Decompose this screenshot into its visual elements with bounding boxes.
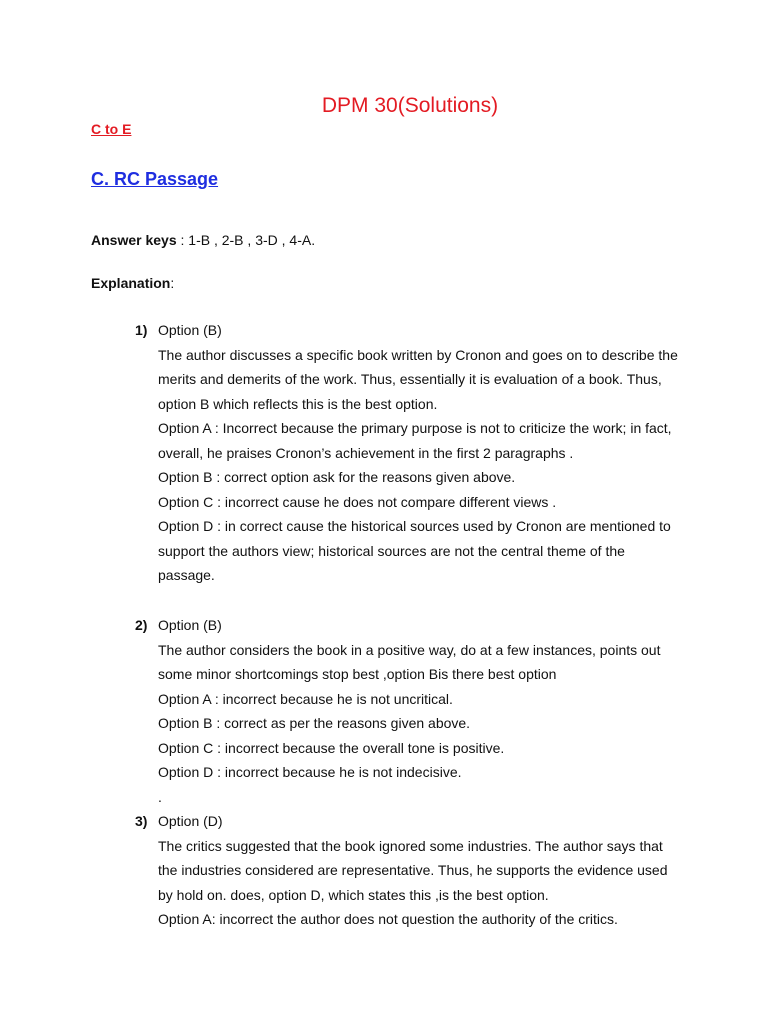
- answer-option: Option (B): [158, 617, 222, 633]
- answer-keys-label: Answer keys: [91, 232, 177, 248]
- explanation-line: The author discusses a specific book written by Cronon and goes on to describe the: [158, 346, 678, 363]
- answer-option: Option (B): [158, 322, 222, 338]
- explanation-line: passage.: [158, 567, 215, 583]
- explanation-line: support the authors view; historical sources are not the central theme of the: [158, 542, 625, 559]
- page-title: DPM 30(Solutions): [321, 94, 499, 117]
- explanation-line: option B which reflects this is the best option.: [158, 395, 438, 412]
- explanation-line: Option C : incorrect because the overall tone is positive.: [158, 739, 505, 756]
- explanation-heading: [91, 274, 174, 292]
- section-range-label: C to E: [91, 121, 132, 137]
- explanation-colon: :: [170, 275, 175, 291]
- explanation-line: merits and demerits of the work. Thus, essentially it is evaluation of a book. Thus,: [158, 371, 662, 387]
- explanation-line: Option D : incorrect because he is not indecisive.: [158, 764, 462, 780]
- answer-keys: [91, 231, 315, 249]
- explanation-line: Option A : incorrect because he is not uncritical.: [158, 690, 453, 707]
- explanation-line: The author considers the book in a positive way, do at a few instances, points out: [158, 641, 661, 658]
- explanation-line: Option B : correct option ask for the reasons given above.: [158, 469, 516, 485]
- question-number: 2): [135, 617, 148, 633]
- answer-keys-value: : 1-B , 2-B , 3-D , 4-A.: [176, 232, 316, 248]
- explanation-line: overall, he praises Cronon’s achievement in the first 2 paragraphs .: [158, 444, 574, 461]
- explanation-line: The critics suggested that the book ignored some industries. The author says that: [158, 837, 663, 854]
- explanation-label: Explanation: [91, 275, 171, 291]
- section-heading: C. RC Passage: [91, 169, 219, 189]
- explanation-line: .: [158, 788, 162, 805]
- question-number: 3): [135, 813, 148, 829]
- question-body: [158, 318, 698, 588]
- explanation-line: some minor shortcomings stop best ,option Bis there best option: [158, 666, 557, 682]
- explanation-line: Option B : correct as per the reasons given above.: [158, 715, 471, 731]
- question-body: [158, 809, 698, 932]
- explanation-line: Option A: incorrect the author does not question the authority of the critics.: [158, 911, 618, 927]
- explanation-line: Option A : Incorrect because the primary purpose is not to criticize the work; in fact,: [158, 420, 672, 436]
- question-body: [158, 613, 698, 809]
- answer-option: Option (D): [158, 813, 223, 829]
- question-number: 1): [135, 322, 148, 338]
- explanation-line: Option D : in correct cause the historical sources used by Cronon are mentioned to: [158, 518, 671, 534]
- explanation-line: Option C : incorrect cause he does not compare different views .: [158, 493, 557, 510]
- explanation-line: the industries considered are representative. Thus, he supports the evidence used: [158, 862, 668, 878]
- explanation-line: by hold on. does, option D, which states this ,is the best option.: [158, 886, 549, 903]
